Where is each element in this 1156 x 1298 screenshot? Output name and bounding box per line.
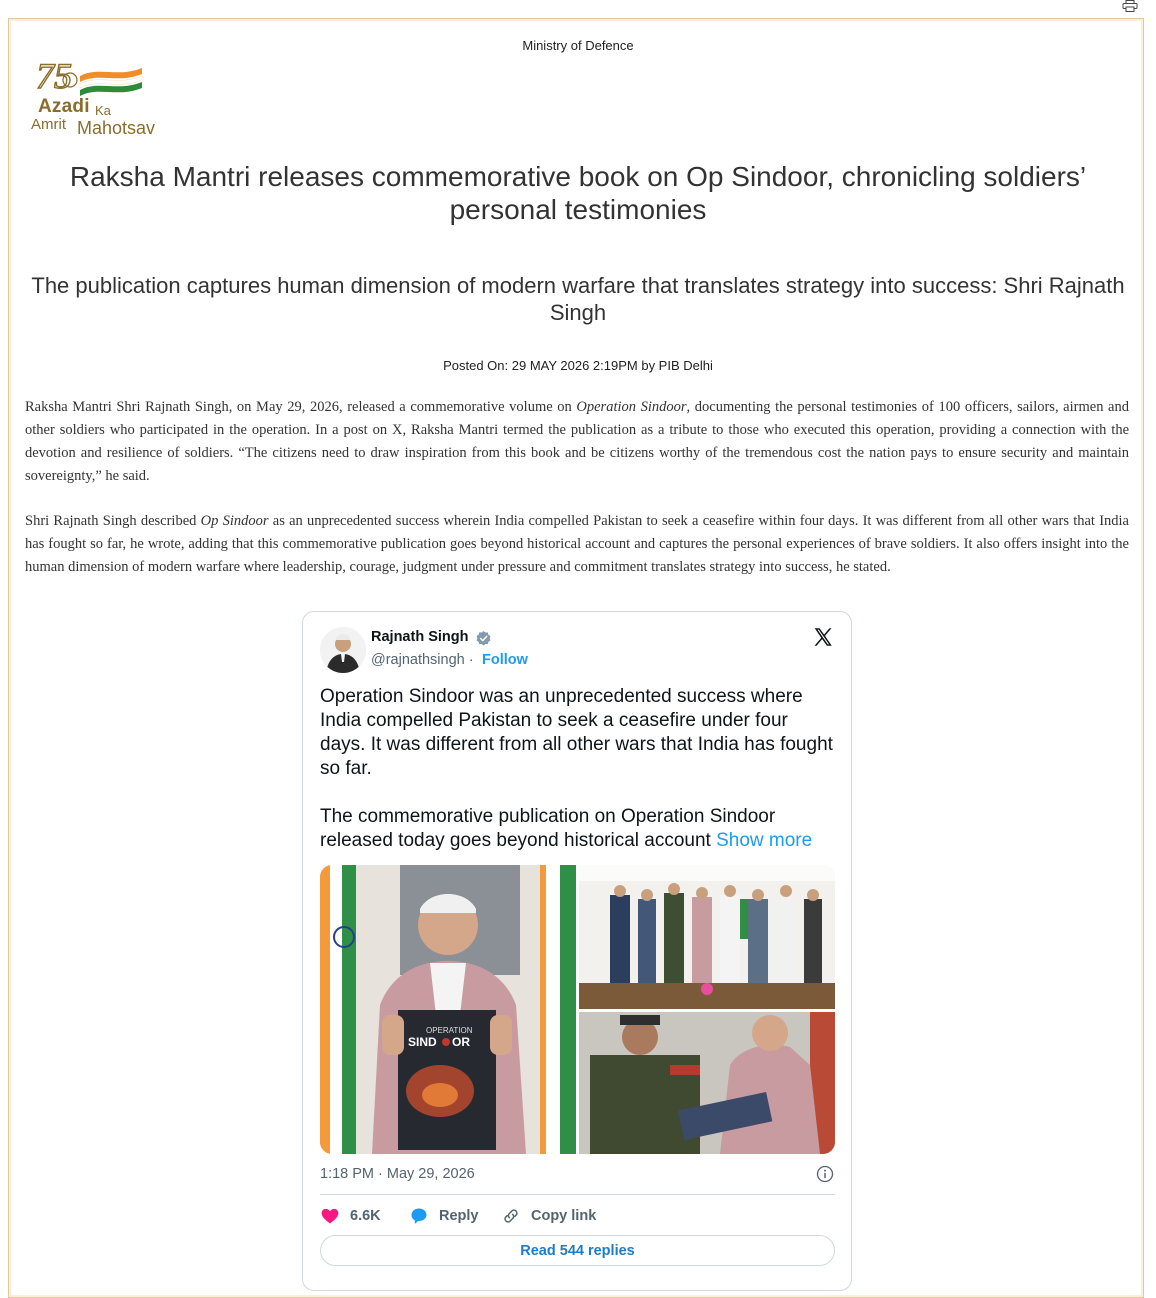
tweet-photo-2[interactable] <box>579 865 835 1009</box>
logo-text-ka: Ka <box>95 103 111 118</box>
like-button[interactable] <box>320 1205 381 1227</box>
article-subtitle: The publication captures human dimension of modern warfare that translates strategy into success: Shri Rajnath Singh <box>31 273 1125 325</box>
tweet-timestamp[interactable]: 1:18 PM · May 29, 2026 <box>320 1166 475 1182</box>
ministry-name: Ministry of Defence <box>522 38 634 53</box>
link-icon <box>501 1206 521 1226</box>
article-title: Raksha Mantri releases commemorative book on Op Sindoor, chronicling soldiers’ personal testimonies <box>69 161 1087 225</box>
x-logo-icon[interactable] <box>812 626 834 648</box>
emphasis-op-sindoor: Op Sindoor <box>200 513 269 529</box>
copy-link-label: Copy link <box>531 1208 597 1224</box>
logo-text-mahotsav: Mahotsav <box>77 118 156 138</box>
read-replies-button[interactable]: Read 544 replies <box>320 1235 835 1266</box>
book-cover-title-right: OR <box>452 1035 470 1049</box>
embedded-tweet[interactable] <box>302 611 852 1291</box>
azadi-ka-amrit-mahotsav-logo <box>28 58 178 140</box>
logo-text-azadi: Azadi <box>38 96 90 117</box>
article-paragraph-1: Raksha Mantri Shri Rajnath Singh, on May 29, 2026, released a commemorative volume on Operation Sindoor, documenting the personal testimonies of 100 officers, sailors, airmen and other soldiers who participated in the operation. In a post on X, Raksha Mantri termed the publication as a tribute to those who executed this operation, providing a connection with the devotion and resilience of soldiers. “The citizens need to draw inspiration from this book and be citizens worthy of the tremendous cost the nation pays to ensure security and maintain sovereignty,” he said. <box>25 399 1129 484</box>
tweet-author-handle[interactable]: @rajnathsingh · <box>371 652 474 668</box>
show-more-link[interactable]: Show more <box>716 830 813 851</box>
book-cover-label: OPERATION <box>426 1026 473 1035</box>
reply-label: Reply <box>439 1208 479 1224</box>
copy-link-button[interactable] <box>501 1205 596 1227</box>
tweet-photo-3[interactable] <box>579 1012 835 1154</box>
follow-link[interactable]: Follow <box>482 652 528 668</box>
tweet-author-name[interactable]: Rajnath Singh <box>371 629 469 645</box>
tweet-media-grid[interactable] <box>320 865 835 1154</box>
emphasis-operation-sindoor: Operation Sindoor <box>576 399 687 415</box>
avatar[interactable] <box>320 627 366 673</box>
reply-button[interactable] <box>409 1205 479 1227</box>
posted-on: Posted On: 29 MAY 2026 2:19PM by PIB Delhi <box>443 358 713 373</box>
svg-text:75: 75 <box>36 58 72 96</box>
book-cover-title-left: SIND <box>408 1035 437 1049</box>
tweet-divider <box>320 1194 835 1195</box>
article-paragraph-2: Shri Rajnath Singh described Op Sindoor as an unprecedented success wherein India compelled Pakistan to seek a ceasefire within four days. It was different from all other wars that India has fought so far, he wrote, adding that this commemorative publication goes beyond historical account and captures the personal experiences of brave soldiers. It also offers insight into the human dimension of modern warfare where leadership, courage, judgment under pressure and commitment translates strategy into success, he stated. <box>25 513 1129 575</box>
print-icon[interactable] <box>1122 0 1138 12</box>
logo-text-amrit: Amrit <box>31 116 66 133</box>
verified-badge-icon <box>475 630 492 647</box>
like-count: 6.6K <box>350 1208 381 1224</box>
reply-bubble-icon <box>409 1206 429 1226</box>
tweet-text-line-1: Operation Sindoor was an unprecedented success where India compelled Pakistan to seek a ceasefire under four days. It was different from all other wars that India has fought so far. <box>320 686 833 779</box>
heart-icon <box>320 1206 340 1226</box>
info-icon[interactable] <box>816 1165 834 1183</box>
tweet-text <box>320 685 835 853</box>
tweet-photo-1[interactable] <box>320 865 576 1154</box>
tweet-text-line-2: The commemorative publication on Operation Sindoor released today goes beyond historical account Show more <box>320 806 813 851</box>
